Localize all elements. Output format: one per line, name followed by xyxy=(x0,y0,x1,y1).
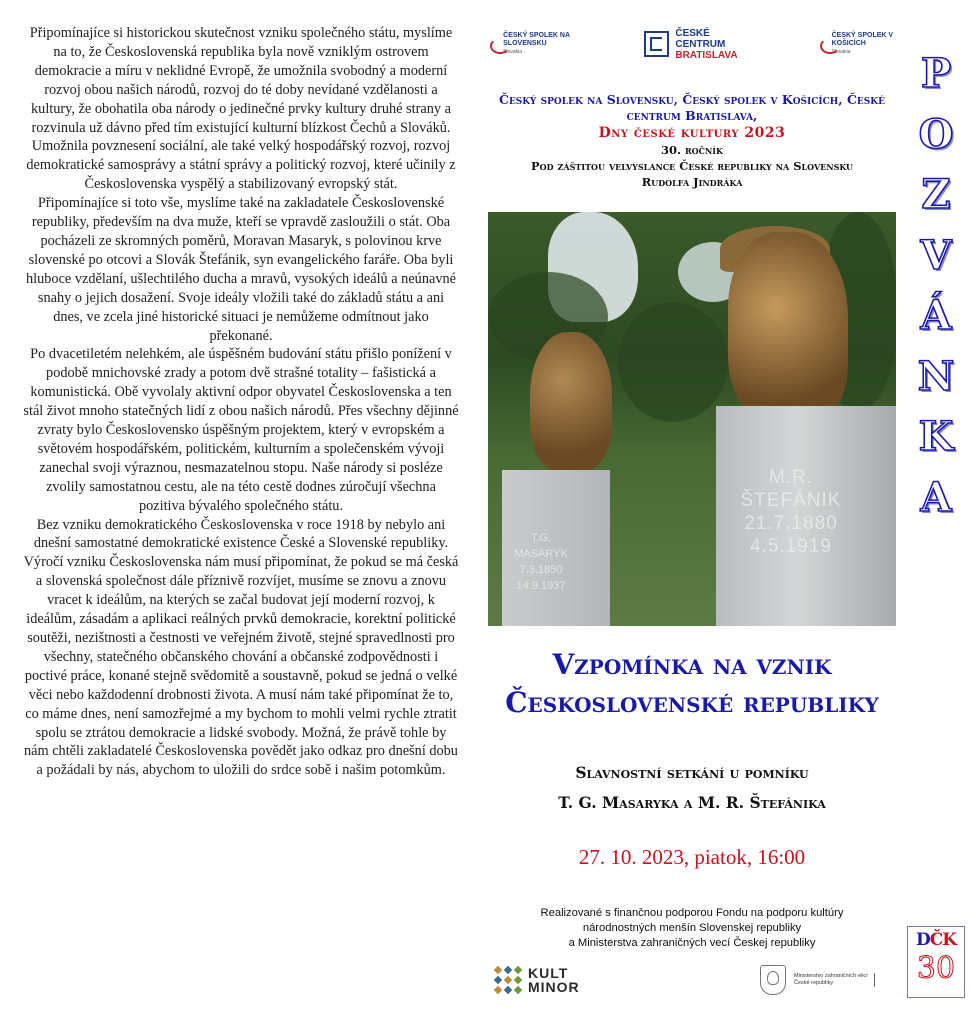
masaryk-bust xyxy=(530,332,612,472)
logo-center-line1: ČESKÉ CENTRUM xyxy=(675,27,726,50)
monument-photo xyxy=(488,212,896,626)
organizers-block xyxy=(488,92,896,190)
stefanik-bust xyxy=(728,232,848,422)
event-subtitle xyxy=(488,758,896,818)
title-line-2: Československé republiky xyxy=(505,686,879,719)
event-datetime: 27. 10. 2023, piatok, 16:00 xyxy=(578,845,806,869)
partner-logos xyxy=(488,28,896,62)
swoosh-icon xyxy=(488,36,503,52)
logo-left-sub: Slovakia xyxy=(503,49,523,55)
paragraph-4: Bez vzniku demokratického Československa v roce 1918 by nebylo ani dnešní samostatné demokratické existence České a Slovenské republiky. xyxy=(33,516,449,552)
title-line-1: Vzpomínka na vznik xyxy=(552,648,832,681)
edition: 30. ročník xyxy=(660,143,723,157)
invitation-vertical-title: P O Z V Á N K A xyxy=(917,50,955,521)
kult-minor-logo: KULT MINOR xyxy=(494,964,594,996)
event-title xyxy=(488,646,896,722)
patronage-line-2: Rudolfa Jindráka xyxy=(641,175,743,189)
coat-of-arms-icon xyxy=(760,965,786,995)
logo-right-name: ČESKÝ SPOLEK V KOŠICÍCH xyxy=(831,32,894,47)
ministry-logo: Ministerstvo zahraničních věcí České republiky xyxy=(760,964,890,996)
pedestal-right-inscription: M.R. ŠTEFÁNIK 21.7.1880 4.5.1919 xyxy=(740,467,842,557)
swoosh-icon xyxy=(818,36,832,52)
subtitle-line-1: Slavnostní setkání u pomníku xyxy=(575,763,809,782)
festival-name: Dny české kultury 2023 xyxy=(598,125,786,141)
cesky-spolek-slovensko-logo xyxy=(488,28,588,60)
logo-center-line2: BRATISLAVA xyxy=(675,49,738,61)
paragraph-3: Po dvacetiletém nelehkém, ale úspěšném budování státu přišlo ponížení v podobě mnichovské zrady a potom dvě strašné totality – fašistická a komunistická. Obě vyvolaly aktivní odpor obyvatel Československa a ten stál život mnoho statečných lidí z obou našich národů. Přes všechny dějinné zvraty bylo Československo úspěšným projektem, který v evropském a světovém hospodářském, politickém, kulturním a společenském vývoji zanechal svoji výraznou, nesmazatelnou stopu. Naše národy si posléze zvolily samostatnou cestu, ale na této cestě dodnes zúročují všechna pozitiva bývalého společného státu. xyxy=(23,346,459,514)
logo-right-sub: Slovakia xyxy=(831,49,851,55)
article-text xyxy=(22,24,460,780)
pedestal-left-inscription: T.G. MASARYK 7.3.1850 14.9.1937 xyxy=(514,532,568,592)
paragraph-2: Připomínajíce si toto vše, myslíme také na zakladatele Československé republiky, především na dva muže, kteří se vpravdě zasloužili o stát. Oba pocházeli ze skromných poměrů, Moravan Masaryk, s polovinou krve slovenské po otcovi a Slovák Štefánik, syn evangelického faráře. Oba byli hluboce vzdělaní, ušlechtilého ducha a mravů, vysokých ideálů a neúnavné snahy o jejich dosažení. Svoje ideály vložili také do základů státu a ani dnes, ve zcela jiné historické situaci je nemůžeme odmítnout jako překonané. xyxy=(26,195,456,344)
logo-left-name: ČESKÝ SPOLEK NA SLOVENSKU xyxy=(503,32,570,47)
dck-30-badge: DČK 30 xyxy=(907,926,965,998)
subtitle-line-2: T. G. Masaryka a M. R. Štefánika xyxy=(558,793,826,812)
organizers-line: Český spolek na Slovensku, Český spolek v Košicích, České centrum Bratislava, xyxy=(499,92,885,123)
paragraph-1: Připomínajíce si historickou skutečnost vzniku společného státu, myslíme na to, že Československá republika byla nově vzniklým ostrovem demokracie a míru v neklidné Evropě, že umožnila svobodný a moderní rozvoj obou našich národů, rozvoj do té doby nevídané vzdělanosti a kultury, že obohatila oba národy o jedinečné prvky kultury druhé strany a rozvinula už dávno před tím existující kulturní blízkost Čechů a Slováků. Umožnila povznesení sociální, ale také velký hospodářský rozvoj, rozvoj demokratické samosprávy a státní správy a politický rozvoj, které učinily z Československa vyspělý a stabilizovaný evropský stát. xyxy=(26,25,456,193)
cesky-spolek-kosice-logo xyxy=(818,28,898,60)
ceske-centrum-mark-icon xyxy=(644,31,669,57)
funding-note: Realizované s finančnou podporou Fondu na podporu kultúry národnostných menšín Slovenskej republiky a Ministerstva zahraničných vecí Českej republiky xyxy=(540,907,844,949)
paragraph-5: Výročí vzniku Československa nám musí připomínat, že pokud se má česká a slovenská společnost dále příznivě rozvíjet, musíme se znovu a znovu vracet k ideálům, na kterých se začal budovat její moderní rozvoj, k ideálům, zásadám a aplikaci reálných prvků demokracie, korektní politické soutěži, nezištnosti a čestnosti ve veřejném životě, stejné spravedlnosti pro všechny, statečného občanského chování a občanské zodpovědnosti i poctivé práce, konané stejně svědomitě a soustavně, pokud se jedná o velké věci nebo každodenní drobnosti života. A musí nám také připomínat že to, co máme dnes, není samozřejmé a my bychom to mohli velmi rychle ztratit spolu se ztrátou demokracie a lidské svobody. Možná, že právě tohle by nám chtěli zakladatelé Československa povědět jako odkaz pro dnešní dobu a požádali by nás, abychom to uložili do srdce sobě i našim potomkům. xyxy=(23,554,459,779)
ceske-centrum-logo xyxy=(644,28,760,60)
patronage-line-1: Pod záštitou velvyslance České republiky na Slovensku xyxy=(531,159,853,173)
kult-minor-pattern-icon xyxy=(494,966,522,994)
